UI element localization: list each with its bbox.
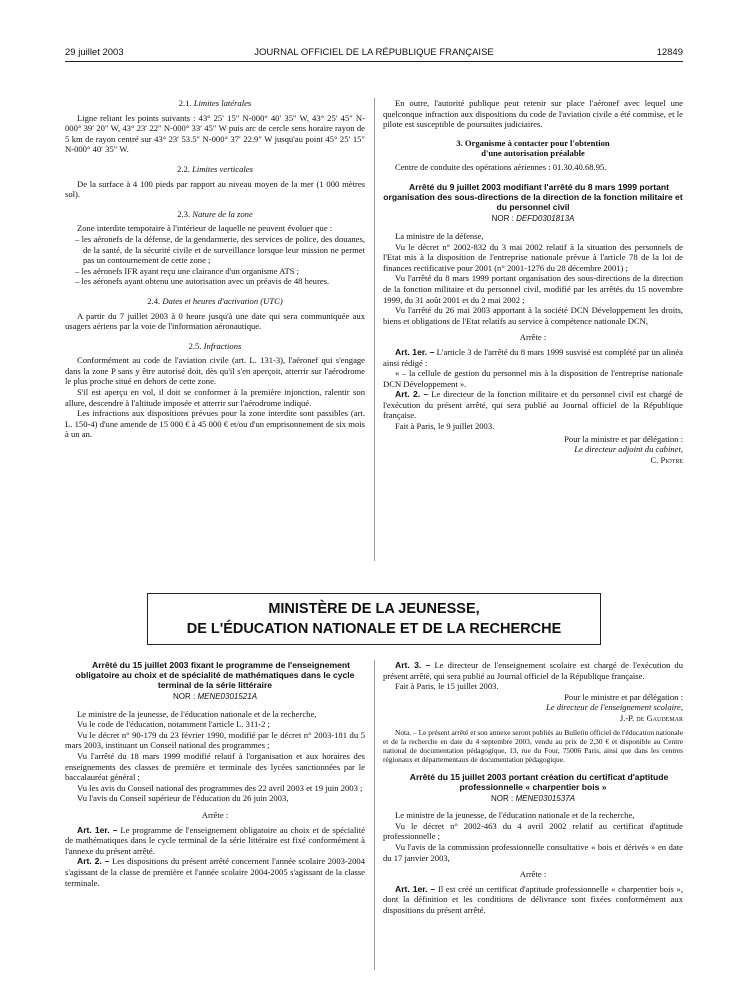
- visa: Vu les avis du Conseil national des programmes des 22 avril 2003 et 19 juin 2003 ;: [77, 782, 363, 793]
- section-2-1-heading: 2.1. Limites latérales: [178, 98, 252, 108]
- article-1-quote: « – la cellule de gestion du personnel mis à la disposition de l'entreprise nationale DCN Développement ».: [383, 368, 683, 389]
- visa: Vu l'arrêté du 26 mai 2003 apportant à la société DCN Développement les droits, biens et obligations de l'Etat relatifs au service à compétence nationale DCN,: [383, 305, 683, 326]
- ministry-banner: [147, 593, 601, 645]
- signature-line-2: Le directeur adjoint du cabinet,: [574, 444, 683, 455]
- left-column-top: [65, 98, 365, 440]
- signature-line-1: Pour le ministre et par délégation :: [564, 691, 683, 702]
- article-1: Art. 1er. – Il est créé un certificat d'aptitude professionnelle « charpentier bois », dont la définition et les conditions de délivrance sont fixées conformément aux dispositions du présent arrêté.: [383, 883, 683, 915]
- signature-name: C. Piotre: [650, 454, 683, 465]
- section-2-5-heading: 2.5. Infractions: [188, 340, 242, 351]
- article-2: Art. 2. – Les dispositions du présent arrêté concernent l'année scolaire 2003-2004 s'agissant de la classe de première et l'année scolaire 2004-2005 s'agissant de la classe terminale.: [65, 856, 365, 888]
- signature-date: Fait à Paris, le 9 juillet 2003.: [395, 421, 495, 432]
- section-2-3-list: [65, 234, 365, 287]
- section-3-text: Centre de conduite des opérations aériennes : 01.30.40.68.95.: [395, 161, 607, 172]
- signature-line-1: Pour la ministre et par délégation :: [564, 433, 683, 444]
- signature-date: Fait à Paris, le 15 juillet 2003.: [395, 681, 499, 692]
- right-column-top: [383, 98, 683, 465]
- visa: Vu l'arrêté du 18 mars 1999 modifié relatif à l'organisation et aux horaires des enseignements des classes de première et terminale des lycées sanctionnées par le baccalauréat général ;: [65, 750, 365, 783]
- nota-paragraph: Nota. – Le présent arrêté et son annexe seront publiés au Bulletin officiel de l'éducation nationale et de la recherche en date du 4 septembre 2003, vendu au prix de 2,30 € et disponible au Centre national de documentation pédagogique, 13, rue du Four, 75006 Paris, ainsi que dans les centres régionaux et départementaux de documentation pédagogique.: [383, 727, 683, 764]
- arrete-label: Arrête :: [201, 809, 229, 820]
- visa: Vu le code de l'éducation, notamment l'article L. 311-2 ;: [77, 719, 270, 730]
- arrete-title: Arrêté du 15 juillet 2003 fixant le programme de l'enseignement obligatoire au choix et de spécialité de mathématiques dans le cycle terminal de la série littéraire: [75, 660, 355, 690]
- section-2-2-heading: 2.2. Limites verticales: [177, 163, 253, 174]
- section-2-5-text-1: Conformément au code de l'aviation civile (art. L. 131-3), l'aéronef qui s'engage dans la zone P sans y être autorisé doit, dès qu'il s'en aperçoit, atterrir sur l'aérodrome le plus proche situé en dehors de cette zone.: [65, 355, 365, 387]
- section-2-2-text: De la surface à 4 100 pieds par rapport au niveau moyen de la mer (1 000 mètres sol).: [65, 178, 365, 200]
- article-3: Art. 3. – Le directeur de l'enseignement scolaire est chargé de l'exécution du présent arrêté, qui sera publié au Journal officiel de la République française.: [383, 660, 683, 681]
- section-2-5-text-3: Les infractions aux dispositions prévues pour la zone interdite sont passibles (art. L. 150-4) d'une amende de 15 000 € à 45 000 € et/ou d'un emprisonnement de six mois à un an.: [65, 408, 365, 440]
- signature-line-2: Le directeur de l'enseignement scolaire,: [546, 702, 683, 713]
- arrete-label: Arrête :: [519, 869, 547, 880]
- section-3-heading: 3. Organisme à contacter pour l'obtention d'une autorisation préalable: [456, 137, 610, 158]
- article-1: Art. 1er. – L'article 3 de l'arrêté du 8 mars 1999 susvisé est complété par un alinéa ainsi rédigé :: [383, 346, 683, 368]
- article-1: Art. 1er. – Le programme de l'enseignement obligatoire au choix et de spécialité de mathématiques dans le cycle terminal de la série littéraire est fixé conformément à l'annexe du présent arrêté.: [65, 824, 365, 856]
- visa: Vu l'avis du Conseil supérieur de l'éducation du 26 juin 2003,: [77, 793, 289, 804]
- nor-reference: NOR : MENE0301537A: [490, 793, 576, 803]
- arrete-title: Arrêté du 9 juillet 2003 modifiant l'arrêté du 8 mars 1999 portant organisation des sous-directions de la direction de la fonction militaire et du personnel civil: [383, 182, 683, 213]
- column-divider-bottom: [374, 660, 375, 970]
- header-rule: [65, 61, 683, 62]
- minister-line: Le ministre de la jeunesse, de l'éducation nationale et de la recherche,: [77, 708, 317, 719]
- paragraph: En outre, l'autorité publique peut retenir sur place l'aéronef avec lequel une quelconque infraction aux dispositions du code de l'aviation civile a été commise, et le pilote est susceptible de poursuites judiciaires.: [383, 98, 683, 130]
- section-2-4-text: A partir du 7 juillet 2003 à 0 heure jusqu'à une date qui sera communiquée aux usagers aériens par la voie de l'information aéronautique.: [65, 310, 365, 332]
- nor-reference: NOR : DEFD0301813A: [491, 214, 575, 224]
- ministry-banner-line-2: DE L'ÉDUCATION NATIONALE ET DE LA RECHERCHE: [186, 621, 562, 637]
- minister-line: Le ministre de la jeunesse, de l'éducation nationale et de la recherche,: [395, 810, 635, 821]
- signature-name: J.-P. de Gaudemar: [619, 712, 683, 723]
- header-journal-title: JOURNAL OFFICIEL DE LA RÉPUBLIQUE FRANÇAISE: [254, 47, 494, 58]
- visa: Vu le décret n° 2002-463 du 4 avril 2002 relatif au certificat d'aptitude professionnelle ;: [383, 820, 683, 842]
- list-item: – les aéronefs ayant obtenu une autorisation avec un préavis de 48 heures.: [75, 276, 330, 287]
- minister-line: La ministre de la défense,: [395, 230, 484, 241]
- section-2-3-heading: 2.3. Nature de la zone: [177, 208, 253, 219]
- section-2-1-text: Ligne reliant les points suivants : 43° 25′ 15″ N-000° 40′ 35″ W, 43° 25′ 45″ N-000° 39′ 20″ W, 43° 23′ 22″ N-000° 33′ 45″ W puis arc de cercle sens horaire rayon de 5 km de rayon centré sur 43° 23′ 53.5″ N-000° 37′ 22.9″ W jusqu'au point 45° 25′ 15″ N-000° 40′ 35″ W.: [65, 112, 365, 155]
- visa: Vu l'avis de la commission professionnelle consultative « bois et dérivés » en date du 17 janvier 2003,: [383, 841, 683, 863]
- left-column-bottom: [65, 660, 365, 888]
- page-header: [65, 47, 683, 61]
- ministry-banner-line-1: MINISTÈRE DE LA JEUNESSE,: [268, 601, 480, 617]
- column-divider-top: [374, 98, 375, 561]
- article-2: Art. 2. – Le directeur de la fonction militaire et du personnel civil est chargé de l'exécution du présent arrêté, qui sera publié au Journal officiel de la République française.: [383, 389, 683, 421]
- section-2-4-heading: 2.4. Dates et heures d'activation (UTC): [147, 295, 283, 306]
- arrete-label: Arrête :: [519, 332, 547, 343]
- right-column-bottom: [383, 660, 683, 916]
- visa: Vu le décret n° 90-179 du 23 février 1990, modifié par le décret n° 2003-181 du 5 mars 2003, instituant un Conseil national des programmes ;: [65, 729, 365, 751]
- visa: Vu le décret n° 2002-832 du 3 mai 2002 relatif à la situation des personnels de l'Etat mis à la disposition de l'entreprise nationale prévue à l'article 78 de la loi de finances rectificative pour 2001 (n° 2001-1276 du 28 décembre 2001) ;: [383, 241, 683, 273]
- list-item: – les aéronefs IFR ayant reçu une clairance d'un organisme ATS ;: [75, 265, 300, 276]
- arrete-title: Arrêté du 15 juillet 2003 portant création du certificat d'aptitude professionnelle « charpentier bois »: [409, 771, 669, 792]
- section-2-3-text: Zone interdite temporaire à l'intérieur de laquelle ne peuvent évoluer que :: [77, 223, 333, 234]
- visa: Vu l'arrêté du 8 mars 1999 portant organisation des sous-directions de la direction de la fonction militaire et du personnel civil, modifié par les arrêtés du 15 novembre 1999, du 31 août 2001 et du 2 mai 2002 ;: [383, 273, 683, 305]
- header-date: 29 juillet 2003: [65, 47, 124, 58]
- section-2-5-text-2: S'il est aperçu en vol, il doit se conformer à la première injonction, ralentir son allure, descendre à l'altitude imposée et atterrir sur l'aérodrome indiqué.: [65, 387, 365, 408]
- header-page-number: 12849: [656, 47, 683, 58]
- nor-reference: NOR : MENE0301521A: [172, 692, 258, 701]
- list-item: – les aéronefs de la défense, de la gendarmerie, des services de police, des douanes, de la santé, de la sécurité civile et de surveillance lorsque leur mission ne permet pas un contournement de cette zone ;: [75, 233, 365, 266]
